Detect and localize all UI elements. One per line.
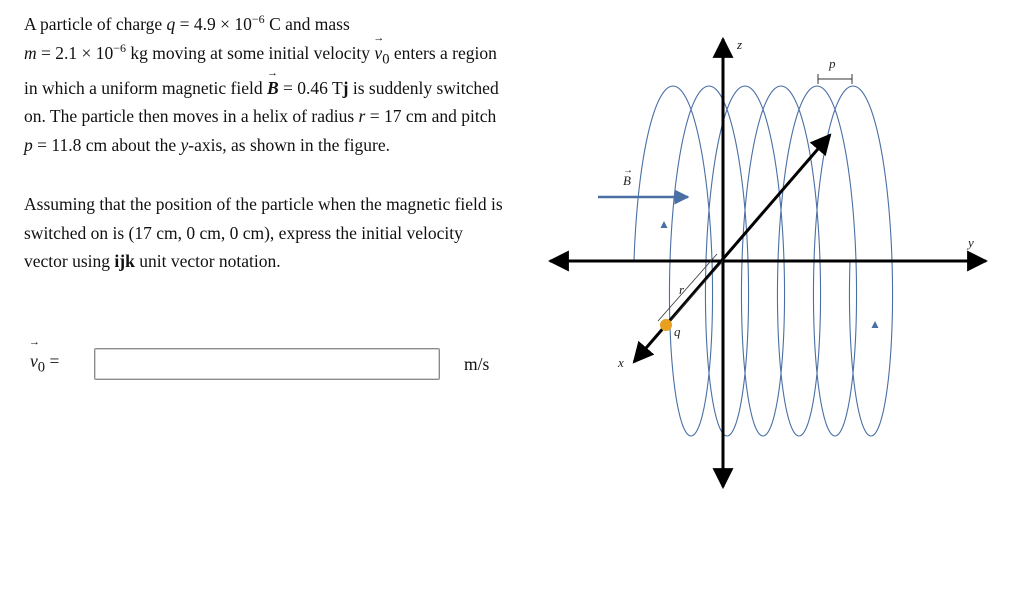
exponent: −6 — [251, 12, 265, 26]
subscript: 0 — [37, 359, 46, 376]
field-symbol: → B — [267, 74, 279, 103]
exponent: −6 — [113, 40, 127, 55]
text-segment: enters a region in which a uniform magnetic field — [24, 42, 497, 98]
field-label-arrow: → — [623, 165, 633, 176]
helix-direction-arrow — [872, 321, 879, 328]
radius-symbol: r — [358, 106, 366, 126]
text-segment: = 0.46 T — [278, 77, 343, 98]
helix-direction-arrow — [661, 221, 668, 228]
y-axis-label: y — [968, 235, 974, 250]
radius-line — [664, 261, 723, 328]
text-segment: C and mass — [264, 14, 350, 34]
unit-vector-j: j — [342, 77, 349, 98]
z-axis-label: z — [737, 37, 743, 52]
text-segment: = 17 cm and pitch — [365, 106, 497, 126]
x-axis-label: x — [618, 355, 624, 370]
particle — [660, 319, 672, 331]
velocity-symbol: → v — [30, 351, 38, 372]
field-label: B — [623, 173, 631, 188]
pitch-symbol: p — [24, 134, 33, 155]
helix-figure — [540, 25, 1000, 505]
equals-sign: = — [45, 351, 60, 372]
axis-symbol: y — [180, 134, 189, 155]
mass-symbol: m — [24, 42, 37, 63]
unit-label: m/s — [464, 353, 490, 374]
text-segment: Assuming that the position of the particle when the magnetic field is switched on is (17 cm, 0 cm, 0 cm), express the initial velocity vector using — [24, 194, 503, 271]
text-segment: = 11.8 cm about the — [32, 134, 181, 155]
ijk-notation: ijk — [114, 251, 135, 271]
text-segment: is suddenly switched on. The particle then moves in a helix of radius — [24, 77, 499, 126]
velocity-symbol: → v — [374, 39, 382, 68]
text-segment: = 2.1 × 10 — [36, 42, 114, 63]
pitch-label: p — [829, 56, 836, 71]
velocity-answer-input[interactable] — [94, 348, 440, 380]
text-segment: unit vector notation. — [134, 251, 281, 271]
charge-label: q — [674, 324, 681, 339]
radius-dimension — [658, 254, 717, 321]
radius-label: r — [679, 282, 685, 297]
text-segment: A particle of charge — [24, 14, 167, 34]
text-segment: kg moving at some initial velocity — [126, 42, 375, 63]
subscript: 0 — [382, 51, 390, 67]
answer-label — [30, 351, 94, 377]
problem-question — [24, 190, 504, 276]
text-segment: -axis, as shown in the figure. — [188, 134, 390, 155]
answer-row — [30, 347, 489, 381]
charge-symbol: q — [166, 14, 176, 34]
text-segment: = 4.9 × 10 — [175, 14, 252, 34]
problem-statement — [24, 10, 504, 159]
